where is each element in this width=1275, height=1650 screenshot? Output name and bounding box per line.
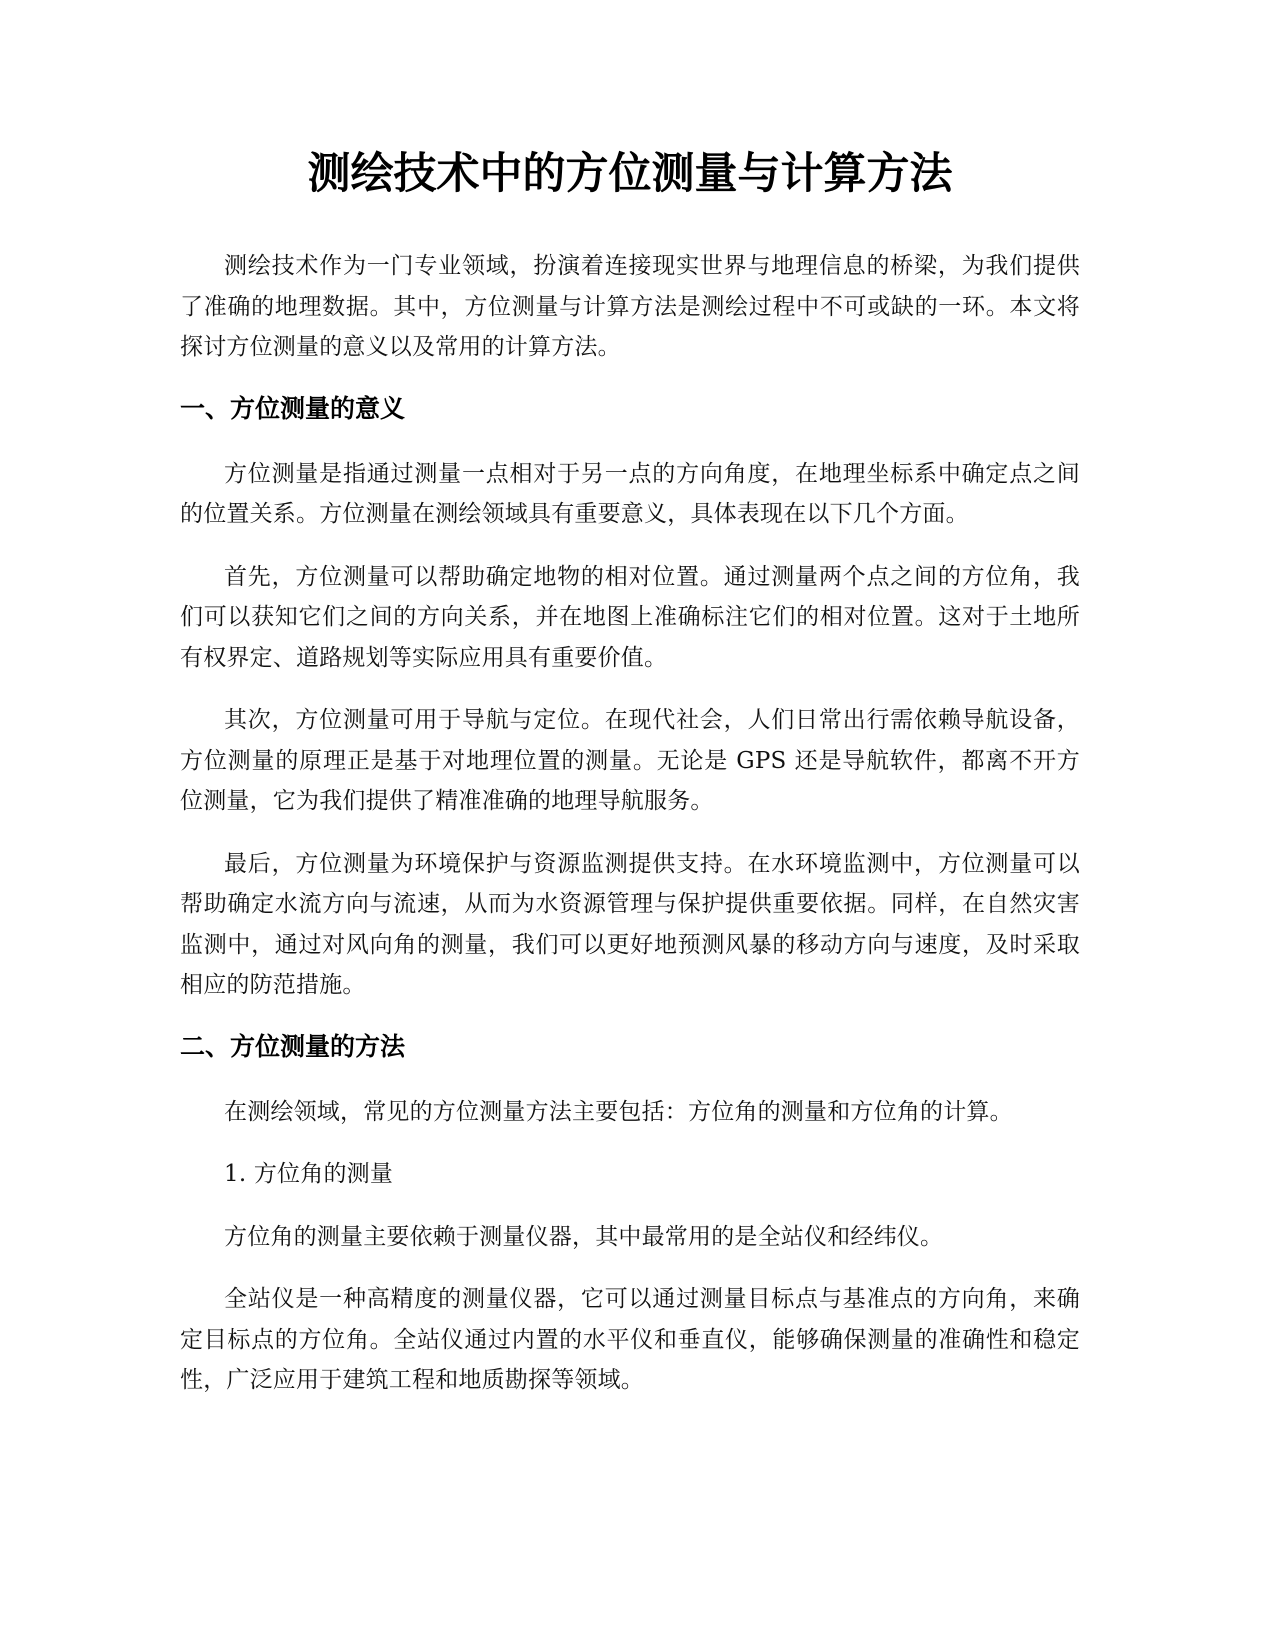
section2-paragraph: 方位角的测量主要依赖于测量仪器，其中最常用的是全站仪和经纬仪。 [224,1223,944,1250]
section2-paragraph: 在测绘领域，常见的方位测量方法主要包括：方位角的测量和方位角的计算。 [224,1098,1013,1125]
subsection-label: 1. 方位角的测量 [224,1161,394,1187]
document-page [180,0,1080,1401]
document-title: 测绘技术中的方位测量与计算方法 [307,149,953,199]
section1-paragraph: 最后，方位测量为环境保护与资源监测提供支持。在水环境监测中，方位测量可以帮助确定水流方向与流速，从而为水资源管理与保护提供重要依据。同样，在自然灾害监测中，通过对风向角的测量，我们可以更好地预测风暴的移动方向与速度，及时采取相应的防范措施。 [180,850,1080,998]
section-heading-2: 二、方位测量的方法 [180,1031,406,1061]
intro-paragraph: 测绘技术作为一门专业领域，扮演着连接现实世界与地理信息的桥梁，为我们提供了准确的地理数据。其中，方位测量与计算方法是测绘过程中不可或缺的一环。本文将探讨方位测量的意义以及常用的计算方法。 [180,253,1080,360]
section1-paragraph: 首先，方位测量可以帮助确定地物的相对位置。通过测量两个点之间的方位角，我们可以获知它们之间的方向关系，并在地图上准确标注它们的相对位置。这对于土地所有权界定、道路规划等实际应用具有重要价值。 [180,563,1080,671]
section2-paragraph: 全站仪是一种高精度的测量仪器，它可以通过测量目标点与基准点的方向角，来确定目标点的方位角。全站仪通过内置的水平仪和垂直仪，能够确保测量的准确性和稳定性，广泛应用于建筑工程和地质勘探等领域。 [180,1286,1080,1393]
section-heading-1: 一、方位测量的意义 [180,393,406,423]
section1-paragraph: 方位测量是指通过测量一点相对于另一点的方向角度，在地理坐标系中确定点之间的位置关系。方位测量在测绘领域具有重要意义，具体表现在以下几个方面。 [180,460,1080,527]
section1-paragraph: 其次，方位测量可用于导航与定位。在现代社会，人们日常出行需依赖导航设备，方位测量的原理正是基于对地理位置的测量。无论是 GPS 还是导航软件，都离不开方位测量，它为我们提供了精准准确的地理导航服务。 [180,707,1080,814]
